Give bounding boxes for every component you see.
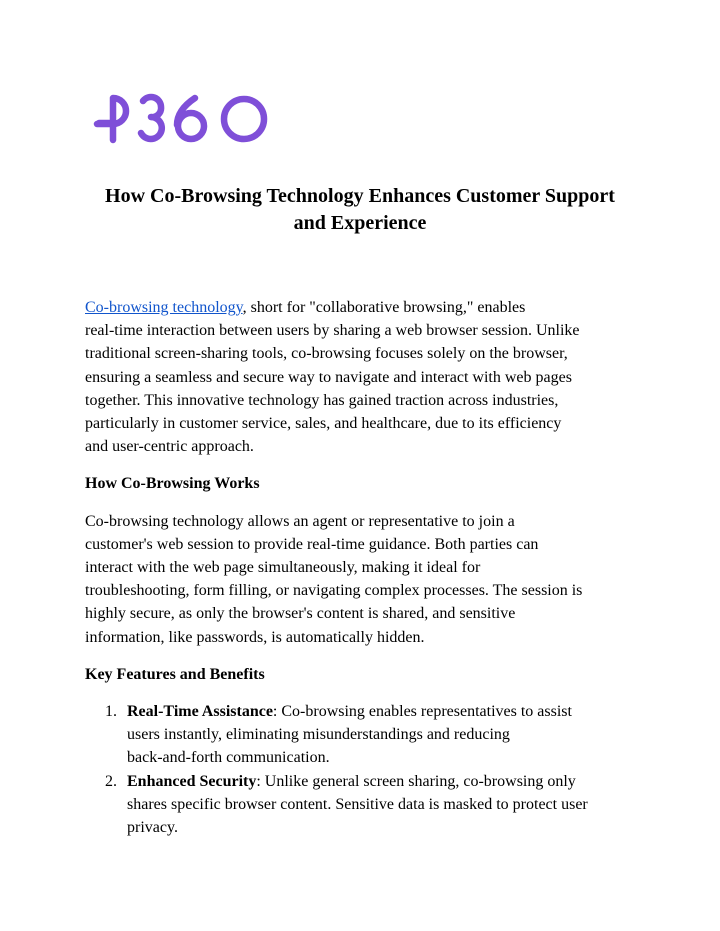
list-item-term: Real-Time Assistance	[127, 703, 273, 721]
title-line-2: and Experience	[293, 212, 427, 234]
list-item: 1. Real-Time Assistance: Co-browsing enables representatives to assist users instantly, eliminating misunderstandings and reducing back-and-forth communication.	[85, 700, 640, 770]
how-it-works-paragraph: Co-browsing technology allows an agent or representative to join a customer's web session to provide real-time guidance. Both parties can interact with the web page simultaneously, making it ideal for troubleshooting, form filling, or navigating complex processes. The session is highly secure, as only the browser's content is shared, and sensitive information, like passwords, is automatically hidden.	[85, 512, 583, 646]
section-heading-how-it-works: How Co-Browsing Works	[85, 475, 260, 493]
list-item-number: 2.	[105, 772, 117, 790]
co-browsing-technology-link[interactable]: Co-browsing technology	[85, 299, 243, 316]
p360-logo	[93, 93, 273, 145]
document-body	[85, 296, 640, 839]
list-item: 2. Enhanced Security: Unlike general screen sharing, co-browsing only shares specific browser content. Sensitive data is masked to protect user privacy.	[85, 770, 640, 840]
list-item-number: 1.	[105, 703, 117, 721]
section-heading-features: Key Features and Benefits	[85, 665, 265, 683]
list-item-term: Enhanced Security	[127, 772, 257, 790]
title-line-1: How Co-Browsing Technology Enhances Customer Support	[105, 185, 615, 207]
features-list	[85, 700, 640, 839]
intro-paragraph: Co-browsing technology, short for "collaborative browsing," enables real-time interaction between users by sharing a web browser session. Unlike traditional screen-sharing tools, co-browsing focuses solely on the browser, ensuring a seamless and secure way to navigate and interact with web pages together. This innovative technology has gained traction across industries, particularly in customer service, sales, and healthcare, due to its efficiency and user-centric approach.	[85, 299, 580, 456]
document-title	[60, 183, 660, 237]
